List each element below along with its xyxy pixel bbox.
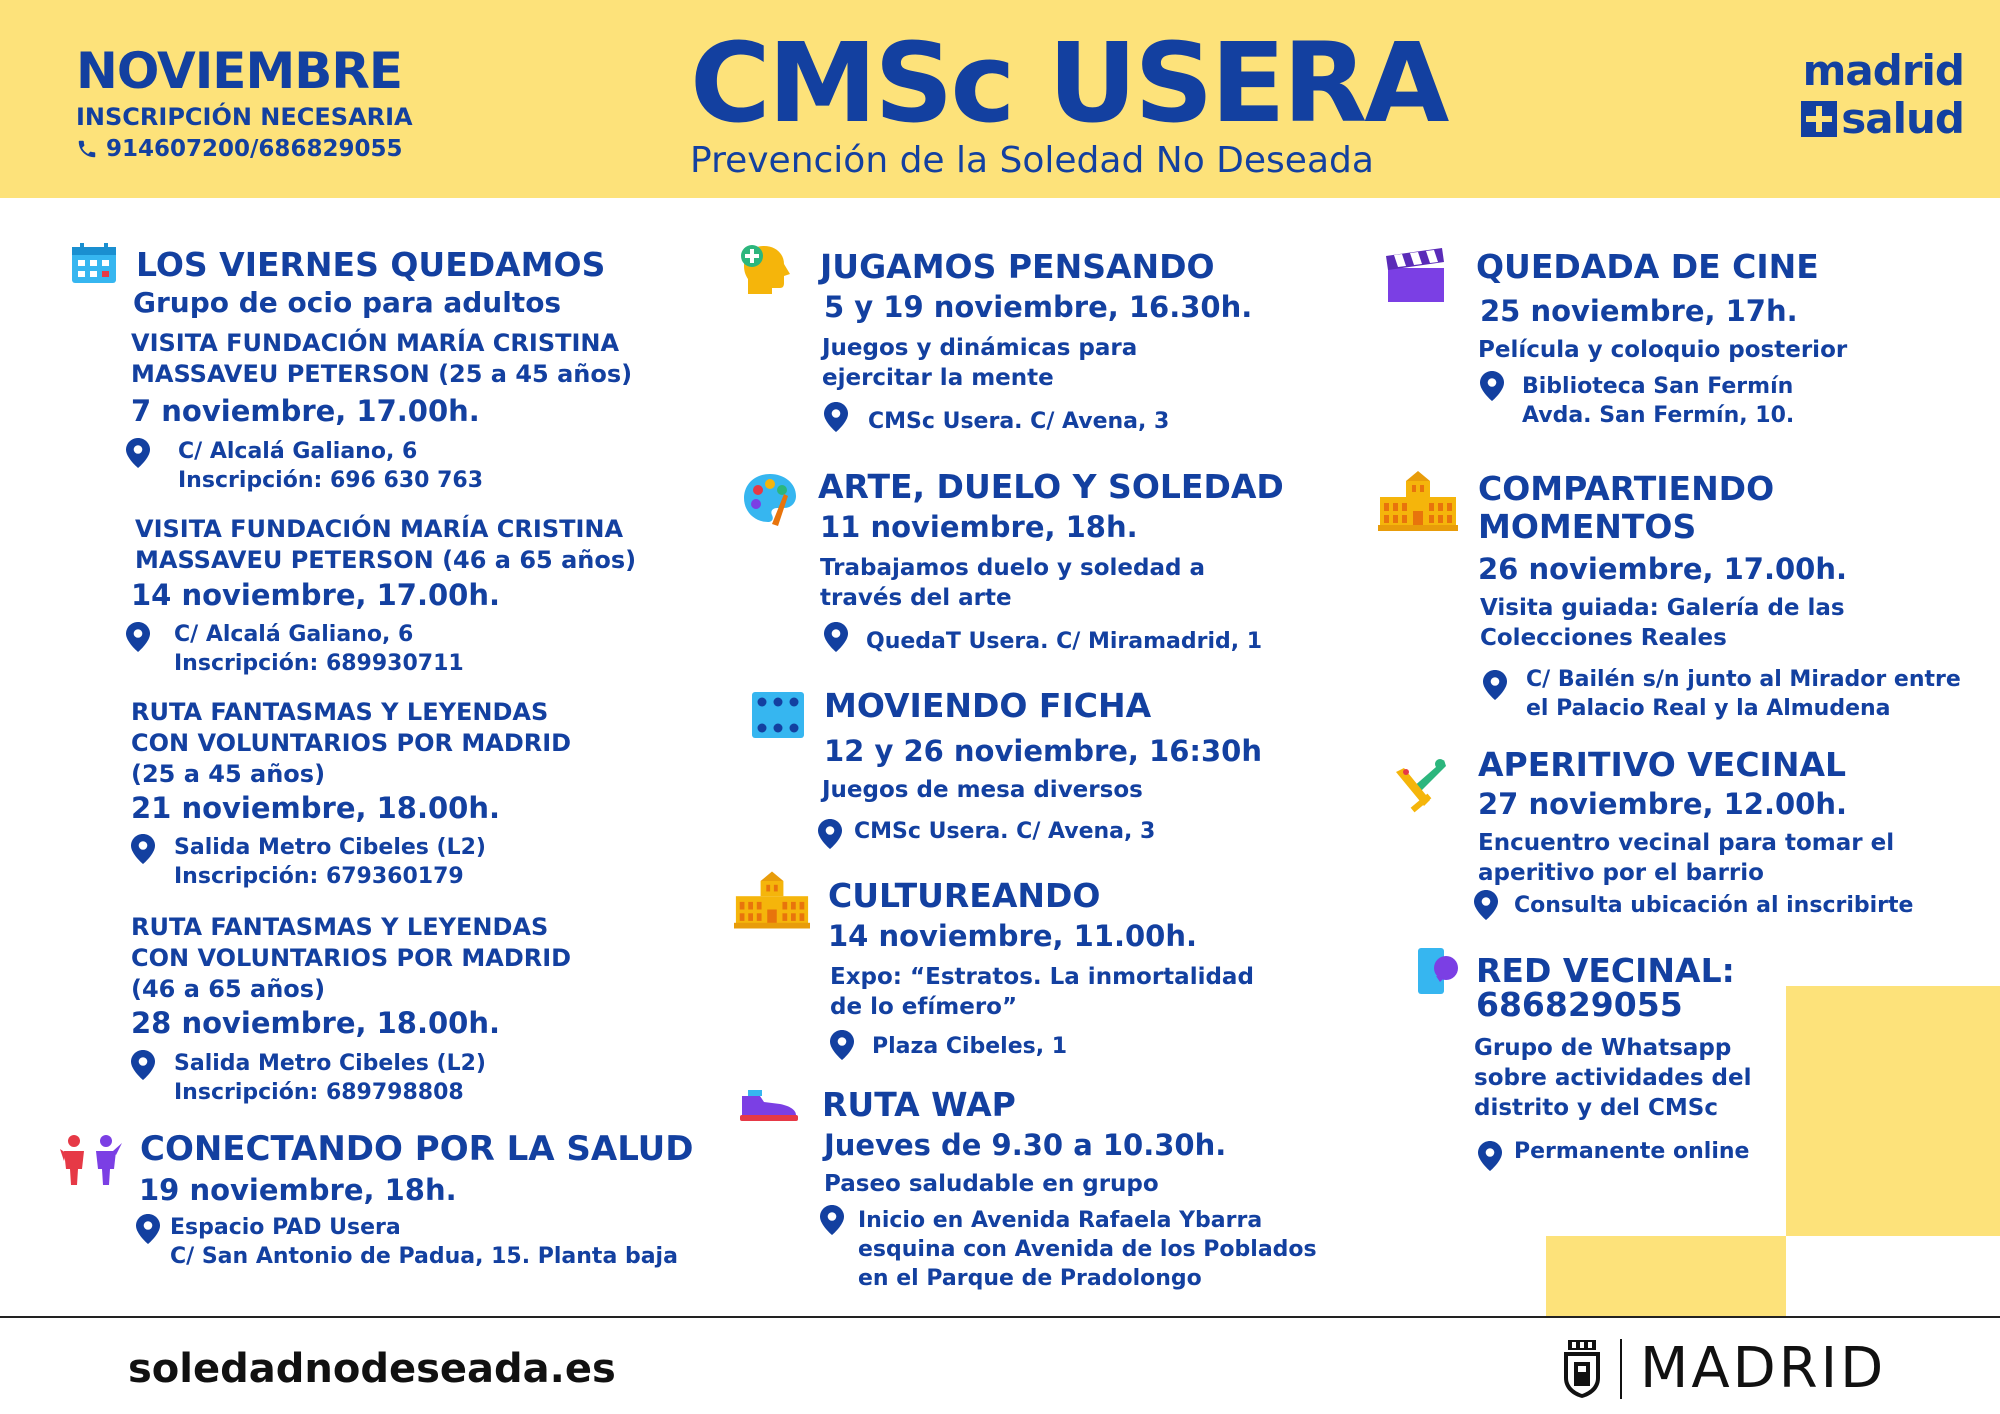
- compartiendo-date: 26 noviembre, 17.00h.: [1478, 552, 1847, 586]
- aperitivo-desc-line-2: aperitivo por el barrio: [1478, 860, 1764, 886]
- page-subtitle: Prevención de la Soledad No Deseada: [690, 140, 1374, 181]
- header-banner: [0, 0, 2000, 198]
- event-2-line-1: VISITA FUNDACIÓN MARÍA CRISTINA: [135, 515, 624, 543]
- compartiendo-desc-line-1: Visita guiada: Galería de las: [1480, 595, 1845, 621]
- coat-of-arms-icon: [1562, 1340, 1602, 1398]
- location-pin-icon: [1478, 1141, 1502, 1171]
- event-2-registration: Inscripción: 689930711: [174, 651, 464, 676]
- event-4-date: 28 noviembre, 18.00h.: [131, 1006, 500, 1040]
- jugamos-date: 5 y 19 noviembre, 16.30h.: [824, 290, 1253, 324]
- conectando-title: CONECTANDO POR LA SALUD: [140, 1129, 694, 1169]
- jugamos-title: JUGAMOS PENSANDO: [820, 247, 1215, 286]
- cultureando-description: [830, 962, 1254, 1022]
- phone-number: 914607200/686829055: [106, 136, 403, 162]
- head-brain-icon: [738, 242, 794, 298]
- viernes-event-3: [131, 697, 571, 790]
- clapperboard-icon: [1384, 248, 1446, 304]
- logo-separator: [1620, 1339, 1622, 1399]
- arte-description: [820, 553, 1205, 613]
- cine-title: QUEDADA DE CINE: [1476, 247, 1819, 286]
- event-4-line-3: (46 a 65 años): [131, 975, 326, 1003]
- compartiendo-title-line-1: COMPARTIENDO: [1478, 469, 1775, 508]
- jugamos-description: [822, 333, 1137, 393]
- arte-location: QuedaT Usera. C/ Miramadrid, 1: [866, 629, 1263, 654]
- wap-description: Paseo saludable en grupo: [824, 1171, 1159, 1197]
- red-desc-line-1: Grupo de Whatsapp: [1474, 1035, 1732, 1061]
- plus-icon: [1801, 101, 1837, 137]
- wap-loc-line-1: Inicio en Avenida Rafaela Ybarra: [858, 1208, 1263, 1233]
- cultureando-desc-line-1: Expo: “Estratos. La inmortalidad: [830, 964, 1254, 990]
- event-1-address: C/ Alcalá Galiano, 6: [178, 439, 418, 464]
- compartiendo-description: [1480, 593, 1845, 653]
- conectando-date: 19 noviembre, 18h.: [139, 1173, 457, 1207]
- event-3-location: [174, 833, 486, 891]
- event-4-registration: Inscripción: 689798808: [174, 1080, 464, 1105]
- cine-address: Avda. San Fermín, 10.: [1522, 403, 1795, 428]
- wap-loc-line-2: esquina con Avenida de los Poblados: [858, 1237, 1317, 1262]
- cine-location: [1522, 372, 1794, 430]
- madrid-city-logo: [1562, 1336, 1886, 1401]
- event-1-line-1: VISITA FUNDACIÓN MARÍA CRISTINA: [131, 329, 620, 357]
- registration-note: INSCRIPCIÓN NECESARIA: [76, 103, 413, 131]
- location-pin-icon: [830, 1030, 854, 1060]
- location-pin-icon: [824, 622, 848, 652]
- madrid-salud-logo: [1786, 46, 1964, 146]
- arte-title: ARTE, DUELO Y SOLEDAD: [818, 467, 1284, 506]
- logo-line-2: salud: [1841, 94, 1964, 143]
- location-pin-icon: [131, 834, 155, 864]
- ficha-title: MOVIENDO FICHA: [824, 686, 1152, 725]
- decorative-block-right: [1786, 986, 2000, 1236]
- compartiendo-loc-line-1: C/ Bailén s/n junto al Mirador entre: [1526, 667, 1961, 692]
- event-3-line-2: CON VOLUNTARIOS POR MADRID: [131, 729, 572, 757]
- location-pin-icon: [1483, 670, 1507, 700]
- cultureando-desc-line-2: de lo efímero”: [830, 994, 1018, 1020]
- cine-date: 25 noviembre, 17h.: [1480, 294, 1798, 328]
- viernes-event-1: [131, 328, 632, 390]
- conectando-location: [170, 1213, 678, 1271]
- location-pin-icon: [820, 1205, 844, 1235]
- event-2-location: [174, 620, 464, 678]
- event-1-line-2: MASSAVEU PETERSON (25 a 45 años): [131, 360, 633, 388]
- city-name: MADRID: [1640, 1336, 1887, 1401]
- viernes-title: LOS VIERNES QUEDAMOS: [136, 245, 606, 284]
- arte-date: 11 noviembre, 18h.: [820, 510, 1138, 544]
- decorative-block-bottom: [1546, 1236, 1786, 1316]
- location-pin-icon: [126, 438, 150, 468]
- location-pin-icon: [824, 402, 848, 432]
- cine-venue: Biblioteca San Fermín: [1522, 374, 1794, 399]
- compartiendo-desc-line-2: Colecciones Reales: [1480, 625, 1727, 651]
- location-pin-icon: [1474, 890, 1498, 920]
- conectando-address: C/ San Antonio de Padua, 15. Planta baja: [170, 1244, 678, 1269]
- calendar-icon: [72, 243, 116, 283]
- ficha-description: Juegos de mesa diversos: [822, 777, 1143, 803]
- jugamos-desc-line-2: ejercitar la mente: [822, 365, 1054, 391]
- location-pin-icon: [818, 819, 842, 849]
- event-2-date: 14 noviembre, 17.00h.: [131, 578, 500, 612]
- event-4-line-2: CON VOLUNTARIOS POR MADRID: [131, 944, 572, 972]
- chat-phone-icon: [1416, 948, 1462, 996]
- people-icon: [60, 1135, 122, 1185]
- page-title: CMSc USERA: [690, 19, 1447, 147]
- aperitivo-location: Consulta ubicación al inscribirte: [1514, 893, 1914, 918]
- arte-desc-line-1: Trabajamos duelo y soledad a: [820, 555, 1205, 581]
- location-pin-icon: [126, 622, 150, 652]
- viernes-subtitle: Grupo de ocio para adultos: [133, 286, 562, 319]
- ficha-location: CMSc Usera. C/ Avena, 3: [854, 819, 1156, 844]
- event-1-location: [178, 437, 483, 495]
- dice-icon: [752, 692, 804, 738]
- palette-icon: [742, 472, 798, 526]
- red-phone: 686829055: [1476, 985, 1683, 1024]
- ficha-date: 12 y 26 noviembre, 16:30h: [824, 734, 1263, 768]
- red-location: Permanente online: [1514, 1139, 1750, 1164]
- viernes-event-2: [135, 514, 636, 576]
- event-4-address: Salida Metro Cibeles (L2): [174, 1051, 486, 1076]
- compartiendo-title-line-2: MOMENTOS: [1478, 507, 1697, 546]
- event-3-address: Salida Metro Cibeles (L2): [174, 835, 486, 860]
- wap-date: Jueves de 9.30 a 10.30h.: [824, 1128, 1227, 1162]
- logo-line-2-wrap: [1801, 94, 1964, 143]
- cultureando-location: Plaza Cibeles, 1: [872, 1034, 1068, 1059]
- aperitivo-description: [1478, 828, 1894, 888]
- event-4-location: [174, 1049, 486, 1107]
- event-2-line-2: MASSAVEU PETERSON (46 a 65 años): [135, 546, 637, 574]
- event-1-registration: Inscripción: 696 630 763: [178, 468, 484, 493]
- palace-icon: [1378, 470, 1458, 532]
- cultureando-date: 14 noviembre, 11.00h.: [828, 919, 1197, 953]
- wap-title: RUTA WAP: [822, 1085, 1016, 1124]
- sneaker-icon: [740, 1088, 798, 1122]
- location-pin-icon: [131, 1050, 155, 1080]
- cultureando-title: CULTUREANDO: [828, 876, 1101, 915]
- viernes-event-4: [131, 912, 571, 1005]
- event-1-date: 7 noviembre, 17.00h.: [131, 394, 480, 428]
- aperitivo-date: 27 noviembre, 12.00h.: [1478, 787, 1847, 821]
- footer-website: soledadnodeseada.es: [128, 1346, 616, 1392]
- event-3-registration: Inscripción: 679360179: [174, 864, 464, 889]
- arte-desc-line-2: través del arte: [820, 585, 1012, 611]
- aperitivo-desc-line-1: Encuentro vecinal para tomar el: [1478, 830, 1895, 856]
- month-title: NOVIEMBRE: [76, 42, 402, 100]
- header-phone: [76, 136, 402, 162]
- compartiendo-location: [1526, 665, 1961, 723]
- logo-line-1: madrid: [1802, 46, 1964, 95]
- wap-loc-line-3: en el Parque de Pradolongo: [858, 1266, 1202, 1291]
- event-3-date: 21 noviembre, 18.00h.: [131, 791, 500, 825]
- compartiendo-title: [1478, 470, 1774, 546]
- jugamos-desc-line-1: Juegos y dinámicas para: [822, 335, 1138, 361]
- palace-icon: [734, 870, 810, 930]
- jugamos-location: CMSc Usera. C/ Avena, 3: [868, 409, 1170, 434]
- red-desc-line-2: sobre actividades del: [1474, 1065, 1752, 1091]
- event-3-line-1: RUTA FANTASMAS Y LEYENDAS: [131, 698, 549, 726]
- phone-icon: [76, 138, 98, 160]
- red-desc-line-3: distrito y del CMSc: [1474, 1095, 1718, 1121]
- event-4-line-1: RUTA FANTASMAS Y LEYENDAS: [131, 913, 549, 941]
- location-pin-icon: [1480, 371, 1504, 401]
- aperitivo-title: APERITIVO VECINAL: [1478, 745, 1847, 784]
- wap-location: [858, 1206, 1317, 1293]
- red-title-line-1: RED VECINAL:: [1476, 951, 1735, 990]
- toast-icon: [1390, 756, 1450, 816]
- event-3-line-3: (25 a 45 años): [131, 760, 326, 788]
- event-2-address: C/ Alcalá Galiano, 6: [174, 622, 414, 647]
- compartiendo-loc-line-2: el Palacio Real y la Almudena: [1526, 696, 1891, 721]
- location-pin-icon: [136, 1214, 160, 1244]
- conectando-venue: Espacio PAD Usera: [170, 1215, 401, 1240]
- red-description: [1474, 1033, 1752, 1123]
- cine-description: Película y coloquio posterior: [1478, 337, 1848, 363]
- red-title: [1476, 951, 1735, 1024]
- footer-divider: [0, 1316, 2000, 1318]
